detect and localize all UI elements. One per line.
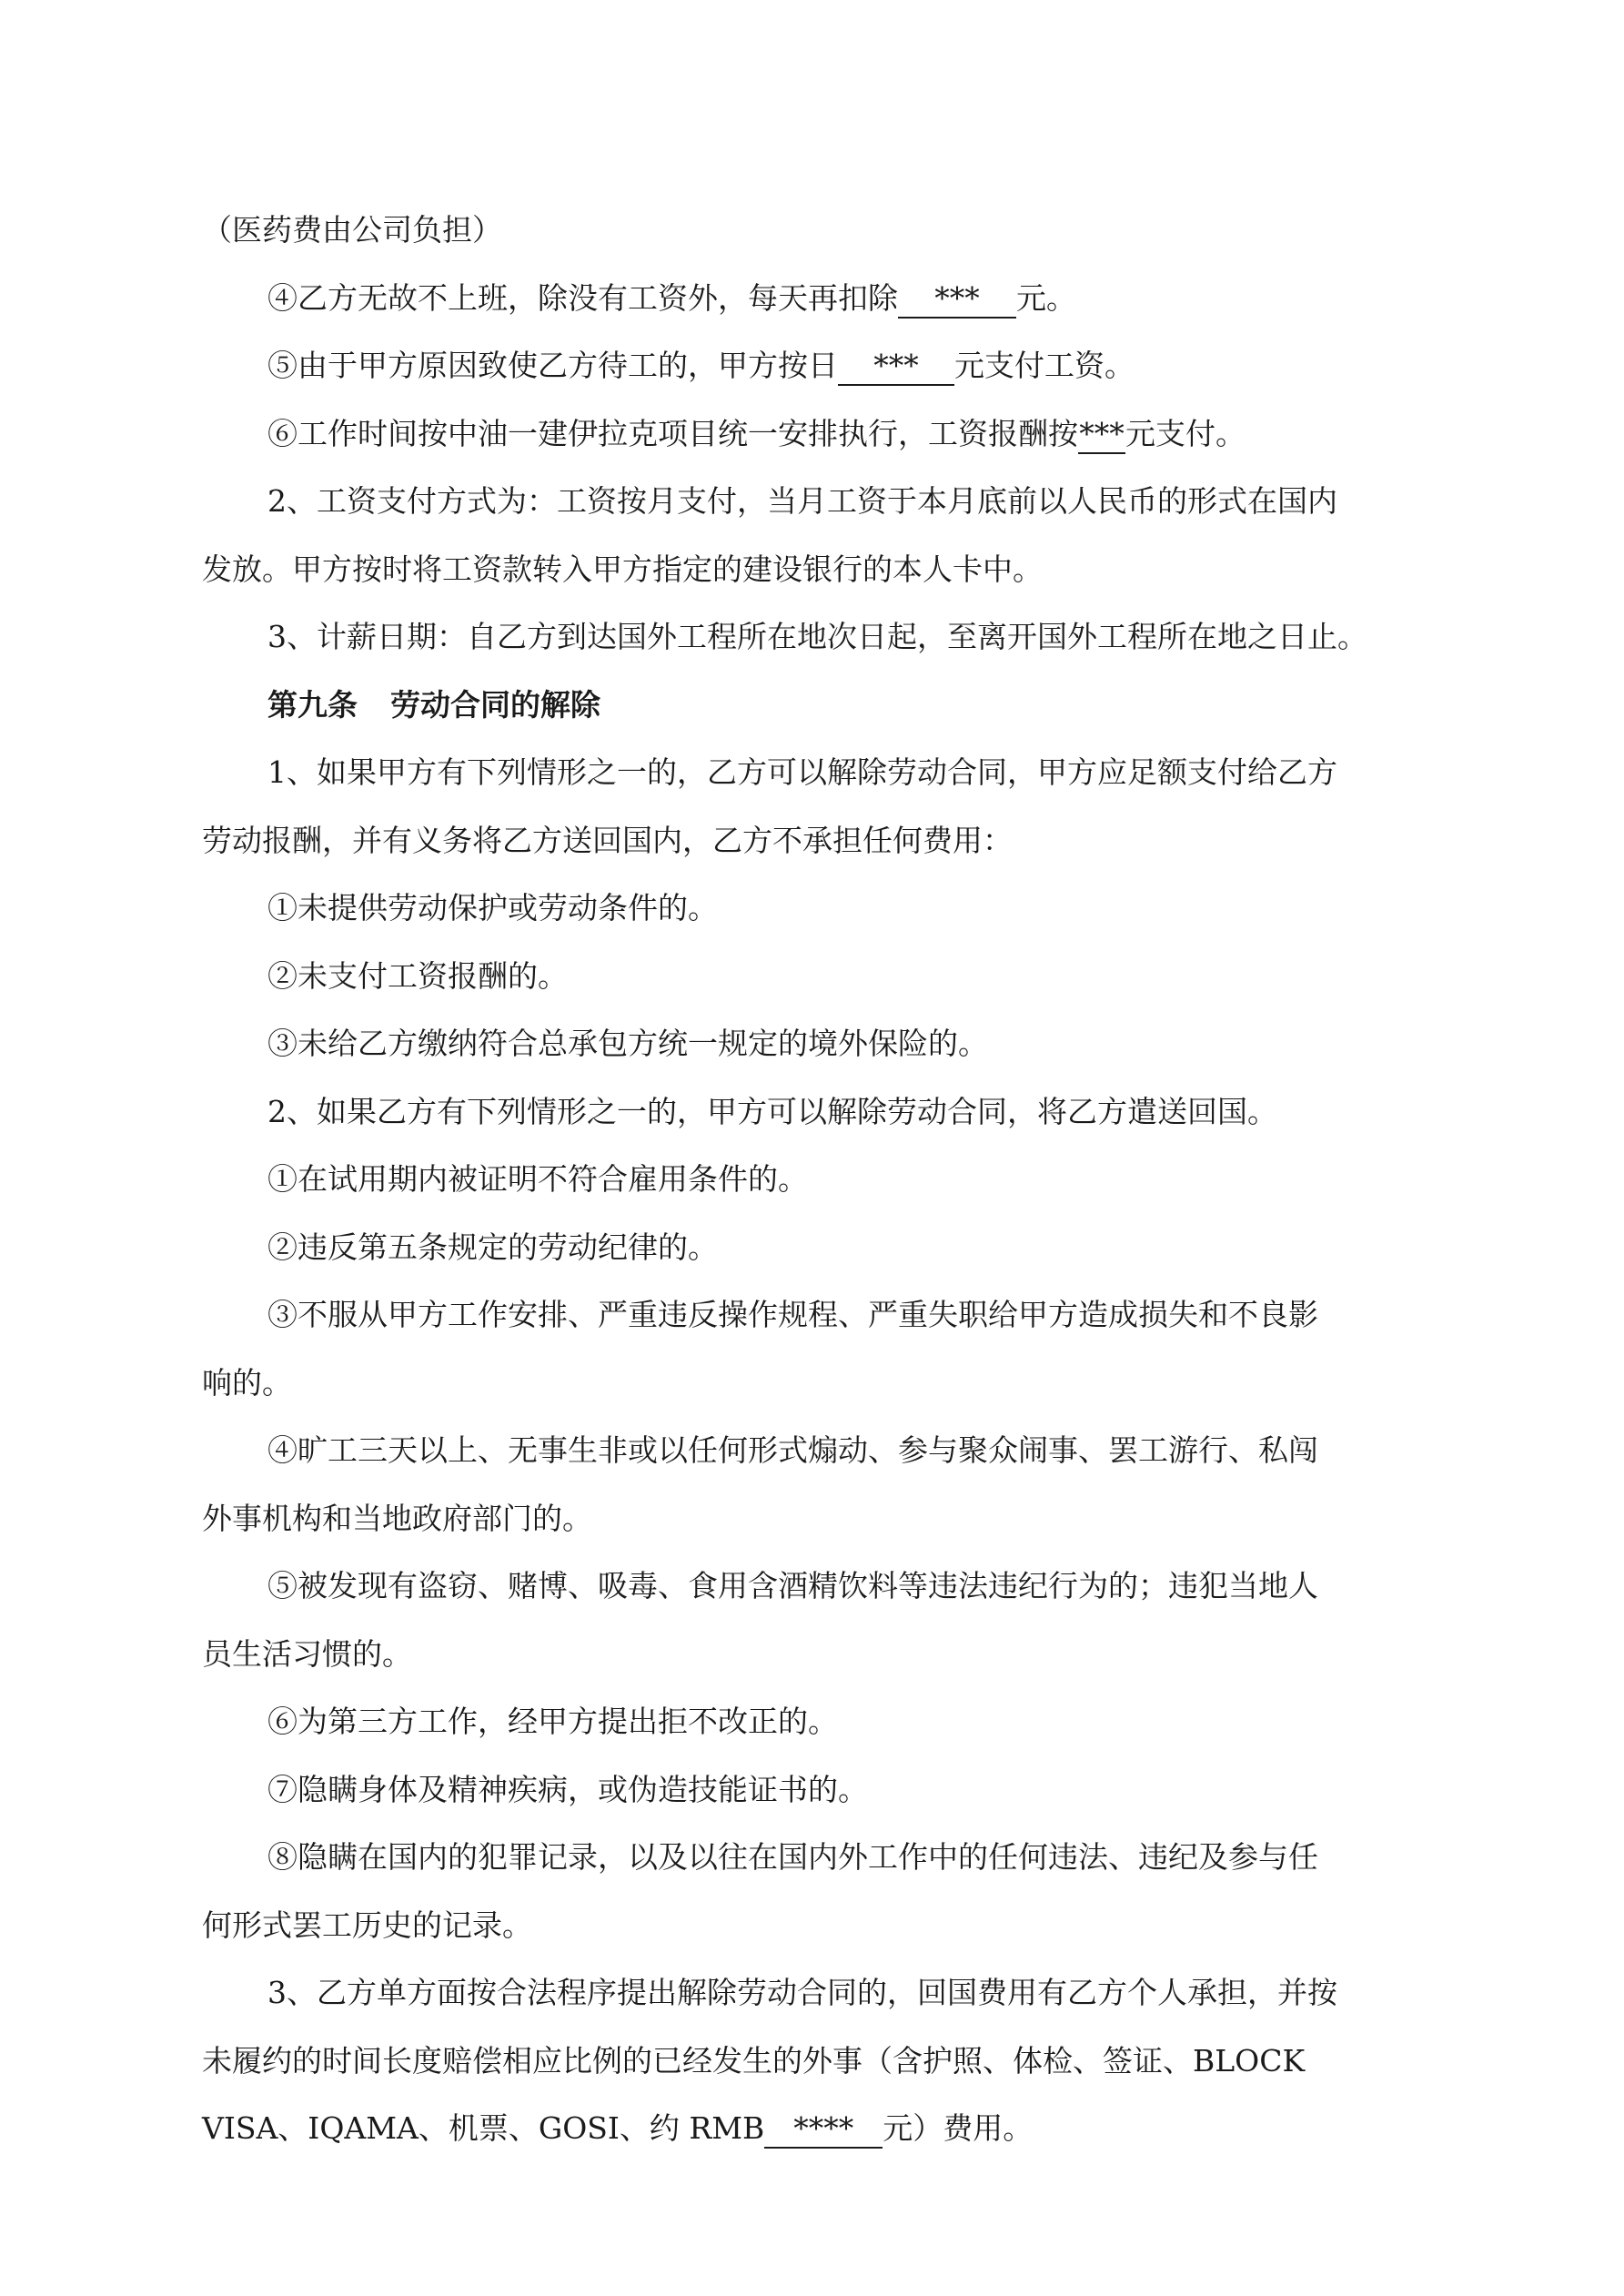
line-text: 元。	[1016, 279, 1076, 316]
paragraph-line	[202, 1222, 1421, 1273]
section-heading	[202, 680, 1421, 731]
line-text: 2、如果乙方有下列情形之一的，甲方可以解除劳动合同，将乙方遣送回国。	[267, 1093, 1277, 1129]
paragraph-line	[202, 1493, 1421, 1544]
line-text: 元支付工资。	[954, 348, 1135, 383]
contract-body	[202, 205, 1421, 2171]
section-title: 劳动合同的解除	[390, 686, 600, 723]
line-text: ③未给乙方缴纳符合总承包方统一规定的境外保险的。	[267, 1026, 988, 1061]
paragraph-line	[202, 815, 1421, 866]
paragraph-line	[202, 747, 1421, 798]
fill-blank: ***	[898, 280, 1016, 319]
line-text: ⑤被发现有盗窃、赌博、吸毒、食用含酒精饮料等违法违纪行为的；违犯当地人	[267, 1568, 1318, 1603]
line-text: ⑦隐瞒身体及精神疾病，或伪造技能证书的。	[267, 1771, 868, 1807]
line-text: VISA、IQAMA、机票、GOSI、约 RMB	[202, 2110, 765, 2146]
line-text: 发放。甲方按时将工资款转入甲方指定的建设银行的本人卡中。	[202, 551, 1043, 587]
line-text: ③不服从甲方工作安排、严重违反操作规程、严重失职给甲方造成损失和不良影	[267, 1297, 1318, 1332]
paragraph-line	[202, 1425, 1421, 1476]
line-text: ⑥为第三方工作，经甲方提出拒不改正的。	[267, 1704, 838, 1739]
line-text: 1、如果甲方有下列情形之一的，乙方可以解除劳动合同，甲方应足额支付给乙方	[267, 754, 1337, 790]
paragraph-line	[202, 340, 1421, 391]
line-text: 3、乙方单方面按合法程序提出解除劳动合同的，回国费用有乙方个人承担，并按	[267, 1975, 1337, 2010]
paragraph-line	[202, 2036, 1421, 2087]
line-text: ②未支付工资报酬的。	[267, 957, 568, 994]
fill-blank: ****	[764, 2110, 883, 2149]
line-text: 元）费用。	[883, 2110, 1034, 2146]
line-text: 未履约的时间长度赔偿相应比例的已经发生的外事（含护照、体检、签证、BLOCK	[202, 2042, 1306, 2079]
line-text: 劳动报酬，并有义务将乙方送回国内，乙方不承担任何费用：	[202, 822, 1013, 858]
paragraph-line	[202, 2103, 1421, 2154]
paragraph-line	[202, 1018, 1421, 1069]
paragraph-line	[202, 1900, 1421, 1951]
line-text: ②违反第五条规定的劳动纪律的。	[267, 1229, 718, 1265]
line-text: ④乙方无故不上班，除没有工资外，每天再扣除	[267, 279, 898, 316]
paragraph-line	[202, 1561, 1421, 1612]
fill-blank: ***	[1078, 416, 1125, 454]
paragraph-line	[202, 1629, 1421, 1680]
paragraph-line	[202, 1358, 1421, 1409]
paragraph-line	[202, 409, 1421, 460]
line-text: 响的。	[202, 1364, 292, 1401]
line-text: 元支付。	[1125, 415, 1246, 451]
fill-blank: ***	[838, 348, 954, 386]
line-text: ⑧隐瞒在国内的犯罪记录，以及以往在国内外工作中的任何违法、违纪及参与任	[267, 1839, 1318, 1875]
paragraph-line	[202, 951, 1421, 1002]
paragraph-line	[202, 273, 1421, 324]
line-text: （医药费由公司负担）	[202, 212, 502, 248]
line-text: ⑤由于甲方原因致使乙方待工的，甲方按日	[267, 348, 838, 383]
paragraph-line	[202, 544, 1421, 595]
line-text: ①在试用期内被证明不符合雇用条件的。	[267, 1161, 808, 1197]
line-text: ⑥工作时间按中油一建伊拉克项目统一安排执行，工资报酬按	[267, 415, 1078, 451]
paragraph-line	[202, 476, 1421, 527]
line-text: ①未提供劳动保护或劳动条件的。	[267, 890, 718, 925]
line-text: 2、工资支付方式为：工资按月支付，当月工资于本月底前以人民币的形式在国内	[267, 483, 1337, 519]
line-text: 3、计薪日期：自乙方到达国外工程所在地次日起，至离开国外工程所在地之日止。	[267, 619, 1367, 654]
line-text: ④旷工三天以上、无事生非或以任何形式煽动、参与聚众闹事、罢工游行、私闯	[267, 1432, 1318, 1468]
paragraph-line	[202, 1290, 1421, 1340]
paragraph-line	[202, 612, 1421, 663]
paragraph-line	[202, 1765, 1421, 1816]
line-text: 外事机构和当地政府部门的。	[202, 1500, 592, 1536]
paragraph-line	[202, 1967, 1421, 2018]
line-text: 员生活习惯的。	[202, 1635, 412, 1672]
paragraph-line	[202, 1696, 1421, 1747]
paragraph-line	[202, 883, 1421, 934]
line-text: 何形式罢工历史的记录。	[202, 1907, 532, 1943]
section-number: 第九条	[267, 686, 358, 723]
paragraph-line	[202, 1154, 1421, 1205]
paragraph-line	[202, 1087, 1421, 1138]
paragraph-line	[202, 205, 1421, 256]
paragraph-line	[202, 1832, 1421, 1883]
